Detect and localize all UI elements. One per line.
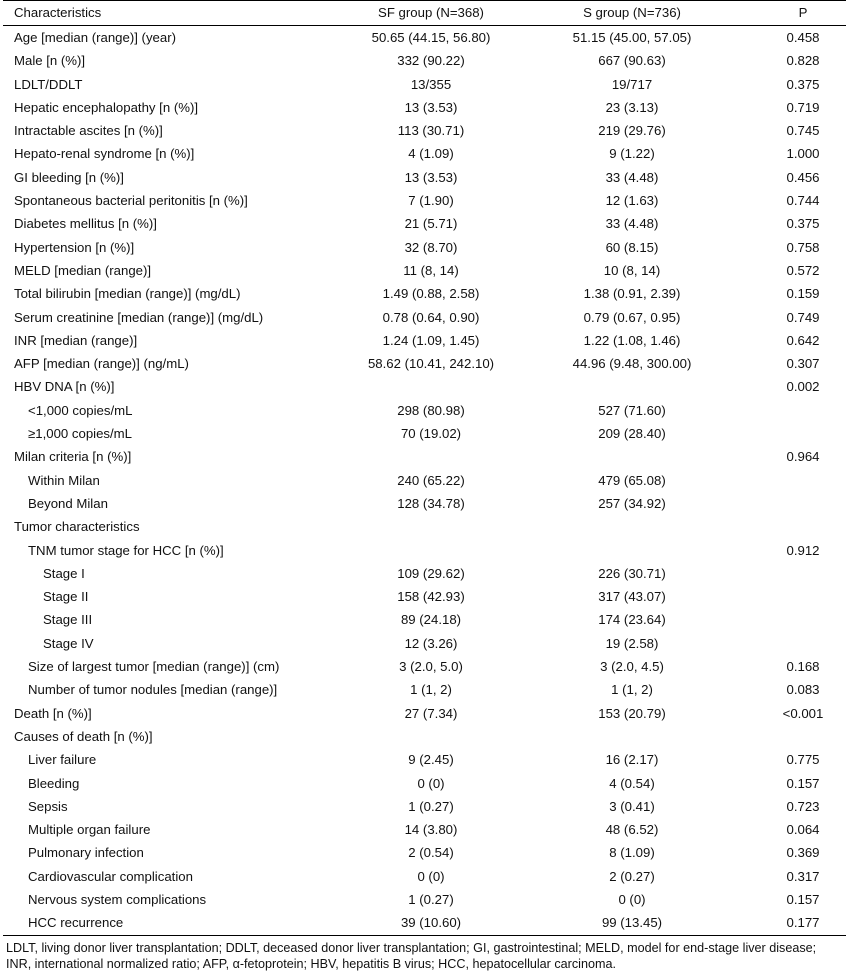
- p-value: 0.168: [786, 659, 820, 675]
- s-group-value: 479 (65.08): [598, 472, 666, 488]
- p-value: 0.775: [786, 752, 820, 768]
- row-label: HBV DNA [n (%)]: [14, 379, 115, 395]
- table-row: [3, 888, 846, 911]
- row-label: Within Milan: [28, 472, 100, 488]
- row-label: GI bleeding [n (%)]: [14, 169, 124, 185]
- table-row: [3, 492, 846, 515]
- header-row: [3, 1, 846, 26]
- s-group-value: 226 (30.71): [598, 565, 666, 581]
- sf-group-value: 240 (65.22): [397, 472, 465, 488]
- row-label: Causes of death [n (%)]: [14, 728, 153, 744]
- s-group-value: 527 (71.60): [598, 402, 666, 418]
- s-group-value: 16 (2.17): [605, 752, 659, 768]
- p-value: 0.317: [786, 868, 820, 884]
- row-label: TNM tumor stage for HCC [n (%)]: [28, 542, 224, 558]
- sf-group-value: [350, 539, 512, 562]
- sf-group-value: 298 (80.98): [397, 402, 465, 418]
- sf-group-value: 113 (30.71): [397, 123, 465, 139]
- table-row: [3, 399, 846, 422]
- sf-group-value: 1 (1, 2): [410, 682, 452, 698]
- sf-group-value: 1 (0.27): [408, 891, 454, 907]
- p-value: 0.002: [786, 379, 820, 395]
- row-label: Intractable ascites [n (%)]: [14, 123, 163, 139]
- s-group-value: 51.15 (45.00, 57.05): [572, 30, 692, 45]
- table-row: [3, 841, 846, 864]
- table-row: [3, 725, 846, 748]
- sf-group-value: [350, 725, 512, 748]
- table-row: [3, 585, 846, 608]
- table-row: [3, 632, 846, 655]
- sf-group-value: 9 (2.45): [408, 752, 454, 768]
- s-group-value: 0.79 (0.67, 0.95): [583, 309, 681, 325]
- table-row: [3, 422, 846, 445]
- sf-group-value: 89 (24.18): [400, 612, 462, 628]
- sf-group-value: 21 (5.71): [404, 216, 458, 232]
- table-row: [3, 865, 846, 888]
- row-label: LDLT/DDLT: [14, 76, 83, 92]
- sf-group-value: 0.78 (0.64, 0.90): [382, 309, 480, 325]
- row-label: Diabetes mellitus [n (%)]: [14, 216, 157, 232]
- sf-group-value: 2 (0.54): [408, 845, 454, 861]
- table-row: [3, 142, 846, 165]
- row-label: Multiple organ failure: [28, 822, 151, 838]
- s-group-value: 3 (2.0, 4.5): [600, 659, 664, 675]
- table-row: [3, 96, 846, 119]
- s-group-value: 12 (1.63): [605, 193, 659, 209]
- s-group-value: [512, 375, 752, 398]
- row-label: ≥1,000 copies/mL: [28, 426, 133, 442]
- p-value: 0.719: [786, 99, 820, 115]
- table-row: [3, 772, 846, 795]
- p-value: 0.157: [786, 775, 820, 791]
- table-row: [3, 702, 846, 725]
- s-group-value: 23 (3.13): [605, 99, 659, 115]
- row-label: Number of tumor nodules [median (range)]: [28, 682, 278, 698]
- table-row: [3, 539, 846, 562]
- table-row: [3, 608, 846, 631]
- row-label: Hypertension [n (%)]: [14, 239, 135, 255]
- row-label: Age [median (range)] (year): [14, 30, 176, 45]
- s-group-value: 19 (2.58): [605, 635, 659, 651]
- row-label: Total bilirubin [median (range)] (mg/dL): [14, 286, 241, 302]
- p-value: 0.572: [786, 262, 820, 278]
- row-label: <1,000 copies/mL: [28, 402, 133, 418]
- p-value: [752, 585, 846, 608]
- sf-group-value: 0 (0): [417, 868, 445, 884]
- sf-group-value: [350, 375, 512, 398]
- row-label: Stage II: [43, 589, 89, 605]
- sf-group-value: 13/355: [410, 76, 452, 92]
- sf-group-value: 13 (3.53): [404, 99, 458, 115]
- p-value: [752, 725, 846, 748]
- s-group-value: 1.38 (0.91, 2.39): [583, 286, 681, 302]
- table-row: [3, 818, 846, 841]
- row-label: AFP [median (range)] (ng/mL): [14, 356, 189, 372]
- table-footnote: LDLT, living donor liver transplantation; DDLT, deceased donor liver transplantation; GI, gastrointestinal; MELD, model for end-stage liver disease; INR, international normalized ratio; AFP, α-fetoprotein; HBV, hepatitis B virus; HCC, hepatocellular carcinoma.: [6, 940, 817, 972]
- row-label: Pulmonary infection: [28, 845, 144, 861]
- sf-group-value: 3 (2.0, 5.0): [399, 659, 463, 675]
- p-value: [752, 562, 846, 585]
- p-value: [752, 515, 846, 538]
- p-value: 0.749: [786, 309, 820, 325]
- row-label: INR [median (range)]: [14, 332, 138, 348]
- sf-group-value: 0 (0): [417, 775, 445, 791]
- s-group-value: 1 (1, 2): [611, 682, 653, 698]
- sf-group-value: 7 (1.90): [408, 193, 454, 209]
- s-group-value: 60 (8.15): [605, 239, 659, 255]
- p-value: 0.369: [786, 845, 820, 861]
- table-row: [3, 329, 846, 352]
- table-row: [3, 515, 846, 538]
- s-group-value: 667 (90.63): [598, 53, 666, 69]
- p-value: 0.642: [786, 332, 820, 348]
- p-value: 0.828: [786, 53, 820, 69]
- p-value: 0.375: [786, 76, 820, 92]
- p-value: 0.458: [786, 30, 820, 45]
- row-label: Stage I: [43, 565, 85, 581]
- s-group-value: 0 (0): [618, 891, 646, 907]
- row-label: Nervous system complications: [28, 891, 207, 907]
- p-value: 0.083: [786, 682, 820, 698]
- p-value: 0.307: [786, 356, 820, 372]
- p-value: 0.723: [786, 798, 820, 814]
- s-group-value: 8 (1.09): [609, 845, 655, 861]
- table-row: [3, 795, 846, 818]
- sf-group-value: 4 (1.09): [408, 146, 454, 162]
- row-label: Hepato-renal syndrome [n (%)]: [14, 146, 195, 162]
- table-header: [3, 1, 846, 26]
- table-row: [3, 469, 846, 492]
- sf-group-value: 39 (10.60): [400, 915, 462, 931]
- table-row: [3, 236, 846, 259]
- characteristics-table-container: [3, 0, 843, 973]
- p-value: [752, 492, 846, 515]
- s-group-value: [512, 445, 752, 468]
- table-row: [3, 119, 846, 142]
- row-label: Stage III: [43, 612, 93, 628]
- row-label: Tumor characteristics: [14, 519, 140, 535]
- s-group-value: 4 (0.54): [609, 775, 655, 791]
- p-value: 1.000: [786, 146, 820, 162]
- p-value: 0.964: [786, 449, 820, 465]
- sf-group-value: 1 (0.27): [408, 798, 454, 814]
- row-label: Male [n (%)]: [14, 53, 86, 69]
- s-group-value: 10 (8, 14): [603, 262, 661, 278]
- p-value: [752, 632, 846, 655]
- p-value: 0.177: [786, 915, 820, 931]
- p-value: 0.745: [786, 123, 820, 139]
- sf-group-value: 27 (7.34): [404, 705, 458, 721]
- p-value: 0.744: [786, 193, 820, 209]
- sf-group-value: 70 (19.02): [400, 426, 462, 442]
- p-value: [752, 399, 846, 422]
- p-value: 0.456: [786, 169, 820, 185]
- row-label: HCC recurrence: [28, 915, 124, 931]
- table-row: [3, 352, 846, 375]
- sf-group-value: 50.65 (44.15, 56.80): [371, 30, 491, 45]
- s-group-value: 3 (0.41): [609, 798, 655, 814]
- table-row: [3, 306, 846, 329]
- p-value: 0.375: [786, 216, 820, 232]
- p-value: 0.159: [786, 286, 820, 302]
- sf-group-value: [350, 445, 512, 468]
- p-value: 0.912: [786, 542, 820, 558]
- table-body: [3, 26, 846, 936]
- p-value: [752, 422, 846, 445]
- s-group-value: 33 (4.48): [605, 169, 659, 185]
- characteristics-table: [3, 0, 846, 936]
- s-group-value: 99 (13.45): [601, 915, 663, 931]
- sf-group-value: 1.24 (1.09, 1.45): [382, 332, 480, 348]
- row-label: Serum creatinine [median (range)] (mg/dL): [14, 309, 264, 325]
- s-group-value: 219 (29.76): [598, 123, 666, 139]
- table-row: [3, 212, 846, 235]
- table-row: [3, 282, 846, 305]
- s-group-value: [512, 515, 752, 538]
- sf-group-value: 13 (3.53): [404, 169, 458, 185]
- sf-group-value: 332 (90.22): [397, 53, 465, 69]
- row-label: Liver failure: [28, 752, 97, 768]
- p-value: [752, 469, 846, 492]
- sf-group-value: 32 (8.70): [404, 239, 458, 255]
- table-row: [3, 26, 846, 50]
- s-group-value: 153 (20.79): [598, 705, 666, 721]
- p-value: 0.758: [786, 239, 820, 255]
- sf-group-value: 109 (29.62): [397, 565, 465, 581]
- s-group-value: 33 (4.48): [605, 216, 659, 232]
- s-group-value: 44.96 (9.48, 300.00): [572, 356, 692, 372]
- s-group-value: 2 (0.27): [609, 868, 655, 884]
- row-label: MELD [median (range)]: [14, 262, 152, 278]
- s-group-value: [512, 725, 752, 748]
- table-row: [3, 655, 846, 678]
- p-value: [752, 608, 846, 631]
- p-value: <0.001: [782, 705, 824, 721]
- sf-group-value: 128 (34.78): [397, 495, 465, 511]
- header-s-group: S group (N=736): [583, 5, 681, 20]
- sf-group-value: 158 (42.93): [397, 589, 465, 605]
- s-group-value: [512, 539, 752, 562]
- row-label: Beyond Milan: [28, 495, 108, 511]
- s-group-value: 9 (1.22): [609, 146, 655, 162]
- row-label: Stage IV: [43, 635, 94, 651]
- table-row: [3, 166, 846, 189]
- header-sf-group: SF group (N=368): [378, 5, 484, 20]
- table-row: [3, 911, 846, 935]
- table-row: [3, 73, 846, 96]
- sf-group-value: 1.49 (0.88, 2.58): [382, 286, 480, 302]
- table-row: [3, 259, 846, 282]
- sf-group-value: [350, 515, 512, 538]
- row-label: Death [n (%)]: [14, 705, 92, 721]
- row-label: Bleeding: [28, 775, 80, 791]
- table-row: [3, 748, 846, 771]
- s-group-value: 19/717: [611, 76, 653, 92]
- p-value: 0.064: [786, 822, 820, 838]
- sf-group-value: 12 (3.26): [404, 635, 458, 651]
- table-row: [3, 375, 846, 398]
- row-label: Spontaneous bacterial peritonitis [n (%)]: [14, 193, 248, 209]
- s-group-value: 174 (23.64): [598, 612, 666, 628]
- table-row: [3, 678, 846, 701]
- sf-group-value: 11 (8, 14): [403, 262, 459, 278]
- p-value: 0.157: [786, 891, 820, 907]
- s-group-value: 1.22 (1.08, 1.46): [583, 332, 681, 348]
- row-label: Size of largest tumor [median (range)] (cm): [28, 659, 280, 675]
- s-group-value: 209 (28.40): [598, 426, 666, 442]
- s-group-value: 257 (34.92): [598, 495, 666, 511]
- row-label: Hepatic encephalopathy [n (%)]: [14, 99, 199, 115]
- row-label: Cardiovascular complication: [28, 868, 193, 884]
- row-label: Sepsis: [28, 798, 68, 814]
- table-row: [3, 562, 846, 585]
- row-label: Milan criteria [n (%)]: [14, 449, 132, 465]
- header-characteristics: Characteristics: [14, 5, 102, 20]
- table-row: [3, 189, 846, 212]
- header-p-value: P: [798, 5, 808, 20]
- s-group-value: 317 (43.07): [598, 589, 666, 605]
- table-row: [3, 49, 846, 72]
- table-row: [3, 445, 846, 468]
- s-group-value: 48 (6.52): [605, 822, 659, 838]
- sf-group-value: 14 (3.80): [404, 822, 458, 838]
- sf-group-value: 58.62 (10.41, 242.10): [367, 356, 495, 372]
